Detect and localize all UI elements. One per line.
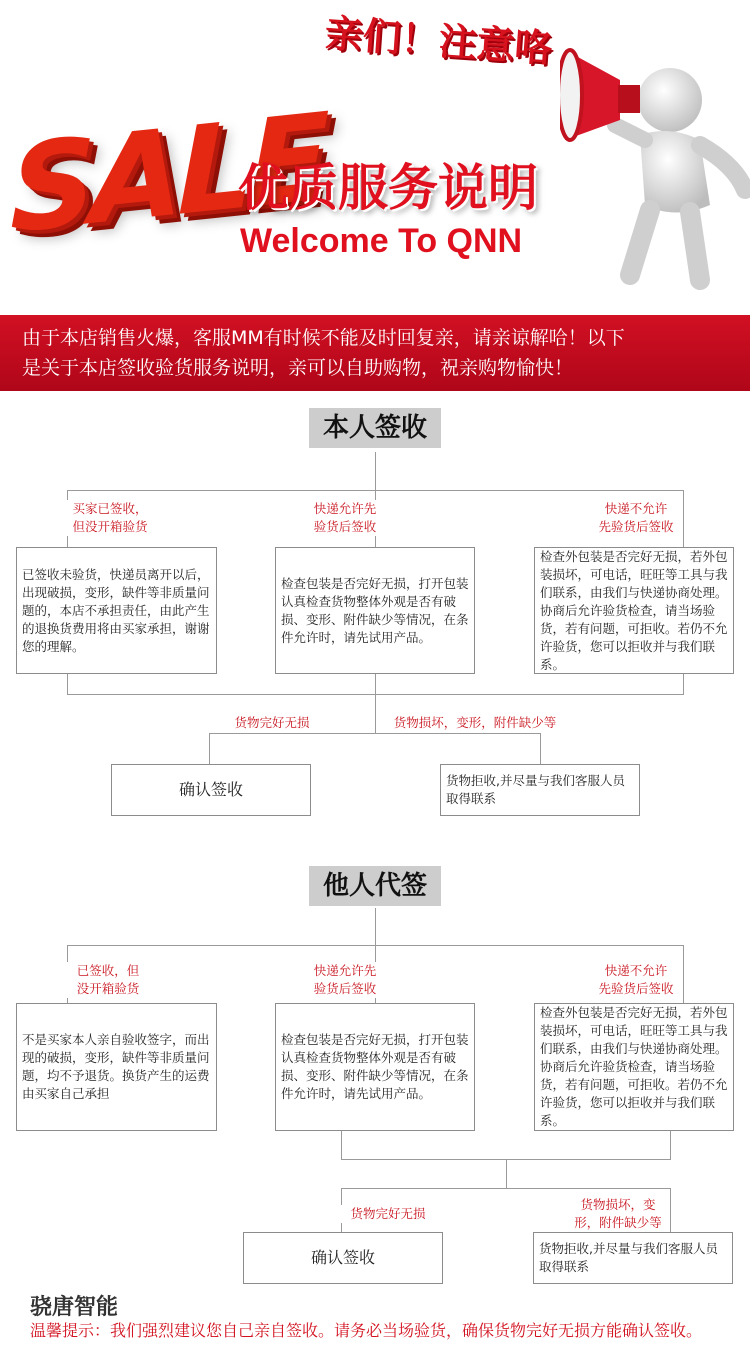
connector: [683, 490, 684, 548]
notice-banner: [0, 315, 750, 391]
hero-banner: [0, 0, 750, 315]
info-box-right: 检查外包装是否完好无损，若外包装损坏，可电话，旺旺等工具与我们联系，由我们与快递协商处理。协商后允许验货检查，请当场验货，若有问题，可拒收。若仍不允许验货，您可以拒收并与我们联系。: [534, 547, 734, 674]
connector: [375, 908, 376, 946]
connector: [540, 733, 541, 764]
info-box-right: 检查外包装是否完好无损，若外包装损坏，可电话，旺旺等工具与我们联系，由我们与快递协商处理。协商后允许验货检查，请当场验货，若有问题，可拒收。若仍不允许验货，您可以拒收并与我们联系。: [534, 1003, 734, 1131]
connector: [683, 945, 684, 1003]
brand-watermark: 骁唐智能: [30, 1295, 119, 1320]
connector: [683, 674, 684, 695]
connector: [506, 1159, 507, 1189]
hero-title: 优质服务说明: [238, 159, 538, 217]
reject-box: 货物拒收,并尽量与我们客服人员取得联系: [440, 764, 640, 816]
ok-label: 货物完好无损: [340, 1205, 436, 1223]
branch-label-mid: 快递允许先 验货后签收: [303, 500, 387, 536]
confirm-sign-box: 确认签收: [111, 764, 311, 816]
notice-line-2: 是关于本店签收验货服务说明，亲可以自助购物，祝亲购物愉快！: [22, 357, 574, 379]
attention-heading: 亲们！注意咯: [323, 11, 555, 71]
sale-graphic: SALE: [10, 88, 324, 261]
warm-tip: 温馨提示：我们强烈建议您自己亲自签收。请务必当场验货，确保货物完好无损方能确认签收。: [30, 1321, 703, 1340]
section-title-self-sign: 本人签收: [309, 408, 441, 448]
info-box-left: 已签收未验货，快递员离开以后，出现破损，变形，缺件等非质量问题的，本店不承担责任，由此产生的退换货费用将由买家承担，谢谢您的理解。: [16, 547, 217, 674]
bad-label: 货物损坏，变 形，附件缺少等: [566, 1196, 670, 1232]
connector: [670, 1131, 671, 1160]
branch-label-left: 已签收，但 没开箱验货: [66, 962, 150, 998]
connector: [341, 1131, 342, 1160]
connector: [375, 452, 376, 491]
connector: [341, 1188, 671, 1189]
hero-subtitle: Welcome To QNN: [240, 222, 523, 260]
ok-label: 货物完好无损: [224, 714, 320, 732]
connector: [375, 674, 376, 695]
info-box-mid: 检查包装是否完好无损，打开包装认真检查货物整体外观是否有破损、变形、附件缺少等情况，在条件允许时，请先试用产品。: [275, 1003, 475, 1131]
confirm-sign-box: 确认签收: [243, 1232, 443, 1284]
megaphone-figure-icon: [560, 30, 750, 290]
connector: [375, 694, 376, 734]
connector: [209, 733, 210, 764]
branch-label-left: 买家已签收， 但没开箱验货: [62, 500, 158, 536]
bad-label: 货物损坏，变形，附件缺少等: [384, 714, 566, 732]
notice-line-1: 由于本店销售火爆，客服MM有时候不能及时回复亲，请亲谅解哈！以下: [22, 327, 625, 349]
info-box-left: 不是买家本人亲自验收签字，而出现的破损，变形，缺件等非质量问题，均不予退货。换货产生的运费由买家自己承担: [16, 1003, 217, 1131]
info-box-mid: 检查包装是否完好无损，打开包装认真检查货物整体外观是否有破损、变形、附件缺少等情况，在条件允许时，请先试用产品。: [275, 547, 475, 674]
branch-label-right: 快递不允许 先验货后签收: [590, 500, 682, 536]
connector: [67, 674, 68, 695]
connector: [209, 733, 541, 734]
reject-box: 货物拒收,并尽量与我们客服人员取得联系: [533, 1232, 733, 1284]
branch-label-mid: 快递允许先 验货后签收: [303, 962, 387, 998]
connector: [670, 1188, 671, 1232]
section-title-proxy-sign: 他人代签: [309, 866, 441, 906]
branch-label-right: 快递不允许 先验货后签收: [590, 962, 682, 998]
